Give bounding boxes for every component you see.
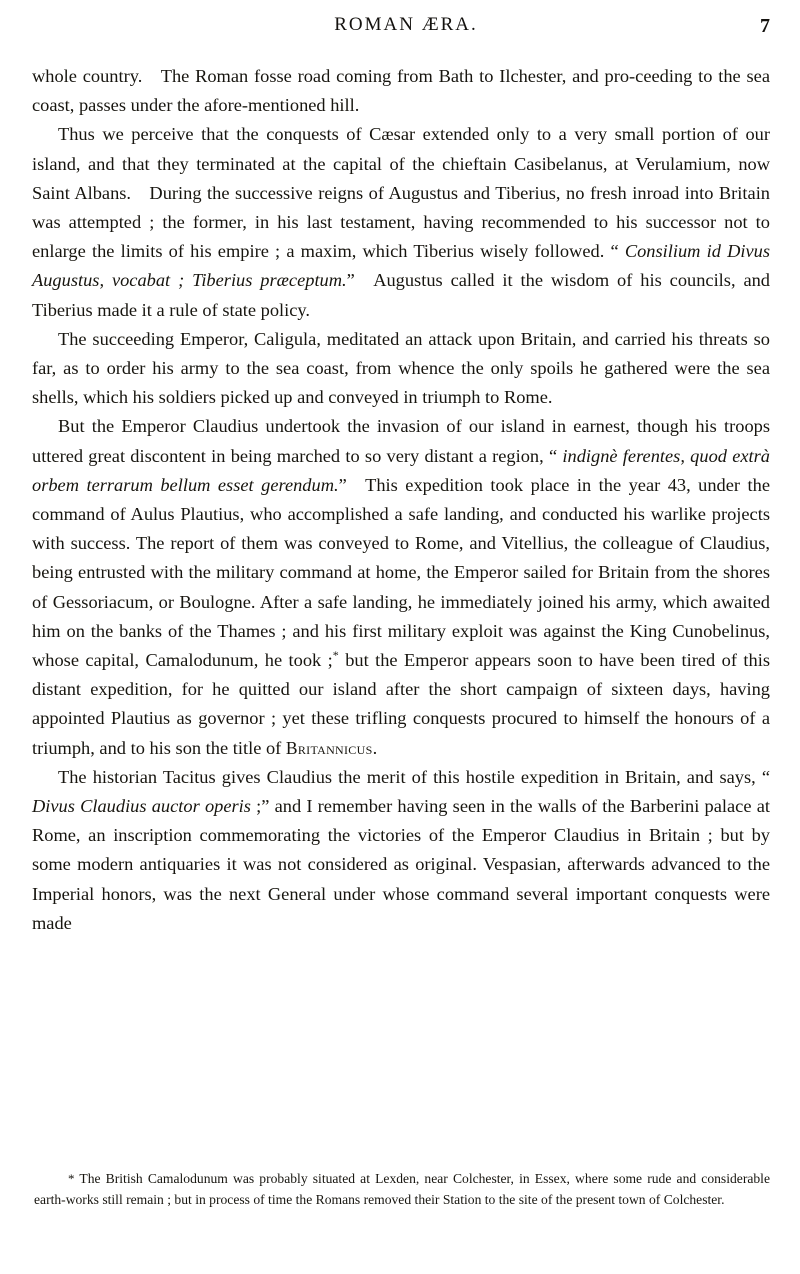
paragraph-2-text-a: Thus we perceive that the conquests of Cæsar extended only to a very small portion of our island, and that they terminated at the capital of the chieftain Casibelanus, at Verulamium, now Saint Albans. During the successive reigns of Augustus and Tiberius, no fresh inroad into Britain was attempted ; the former, in his last testament, having recommended to his successor not to enlarge the limits of his empire ; a maxim, which Tiberius wisely followed. “	[32, 124, 770, 262]
paragraph-4	[32, 412, 770, 762]
smallcaps-britannicus: Britannicus	[285, 737, 373, 758]
paragraph-4-text-c: but the Emperor appears soon to have been tired of this distant expedition, for he quitted our island after the short campaign of sixteen days, having appointed Plautius as governor ; yet these trifling conquests procured to himself the honours of a triumph, and to his son the title of	[32, 650, 770, 758]
paragraph-5	[32, 763, 770, 938]
page-header	[32, 14, 770, 48]
paragraph-3	[32, 325, 770, 413]
footnote-reference-marker[interactable]: *	[332, 647, 339, 662]
paragraph-2	[32, 120, 770, 324]
paragraph-4-text-b: ” This expedition took place in the year 43, under the command of Aulus Plautius, who accomplished a safe landing, and conducted his warlike projects with success. The report of them was conveyed to Rome, and Vitellius, the colleague of Claudius, being entrusted with the military command at home, the Emperor sailed for Britain from the shores of Gessoriacum, or Boulogne. After a safe landing, he immediately joined his army, which awaited him on the banks of the Thames ; and his first military exploit was against the King Cunobelinus, whose capital, Camalodunum, he took ;	[32, 474, 770, 671]
latin-quote-indigne: indignè ferentes, quod extrà orbem terrarum bellum esset gerendum.	[32, 445, 770, 495]
latin-quote-divus-claudius: Divus Claudius auctor operis	[32, 796, 251, 817]
paragraph-1-text: whole country. The Roman fosse road coming from Bath to Ilchester, and pro-ceeding to the sea coast, passes under the afore-mentioned hill.	[32, 66, 770, 116]
paragraph-1	[32, 62, 770, 120]
paragraph-3-text: The succeeding Emperor, Caligula, meditated an attack upon Britain, and carried his threats so far, as to order his army to the sea coast, from whence the only spoils he gathered were the sea shells, which his soldiers picked up and conveyed in triumph to Rome.	[32, 328, 770, 408]
latin-quote-consilium: Consilium id Divus Augustus, vocabat ; Tiberius præceptum.	[32, 241, 770, 291]
paragraph-5-text-b: ;” and I remember having seen in the walls of the Barberini palace at Rome, an inscription commemorating the victories of the Emperor Claudius in Britain ; but by some modern antiquaries it was not considered as original. Vespasian, afterwards advanced to the Imperial honors, was the next General under whose command several important conquests were made	[32, 796, 770, 933]
footnote-marker: *	[68, 1171, 75, 1186]
paragraph-4-text-a: But the Emperor Claudius undertook the invasion of our island in earnest, though his troops uttered great discontent in being marched to so very distant a region, “	[32, 416, 770, 466]
footnote-block	[34, 1168, 770, 1210]
footnote-1	[34, 1168, 770, 1210]
page-number: 7	[760, 15, 770, 37]
paragraph-5-text-a: The historian Tacitus gives Claudius the merit of this hostile expedition in Britain, and says, “	[58, 766, 770, 787]
footnote-text: The British Camalodunum was probably situated at Lexden, near Colchester, in Essex, where some rude and considerable earth-works still remain ; but in process of time the Romans removed their Station to the site of the present town of Colchester.	[34, 1171, 770, 1207]
paragraph-2-text-b: ” Augustus called it the wisdom of his councils, and Tiberius made it a rule of state policy.	[32, 270, 771, 320]
body-text	[32, 62, 770, 938]
running-head: ROMAN ÆRA.	[334, 14, 478, 35]
paragraph-4-text-d: .	[372, 737, 378, 758]
